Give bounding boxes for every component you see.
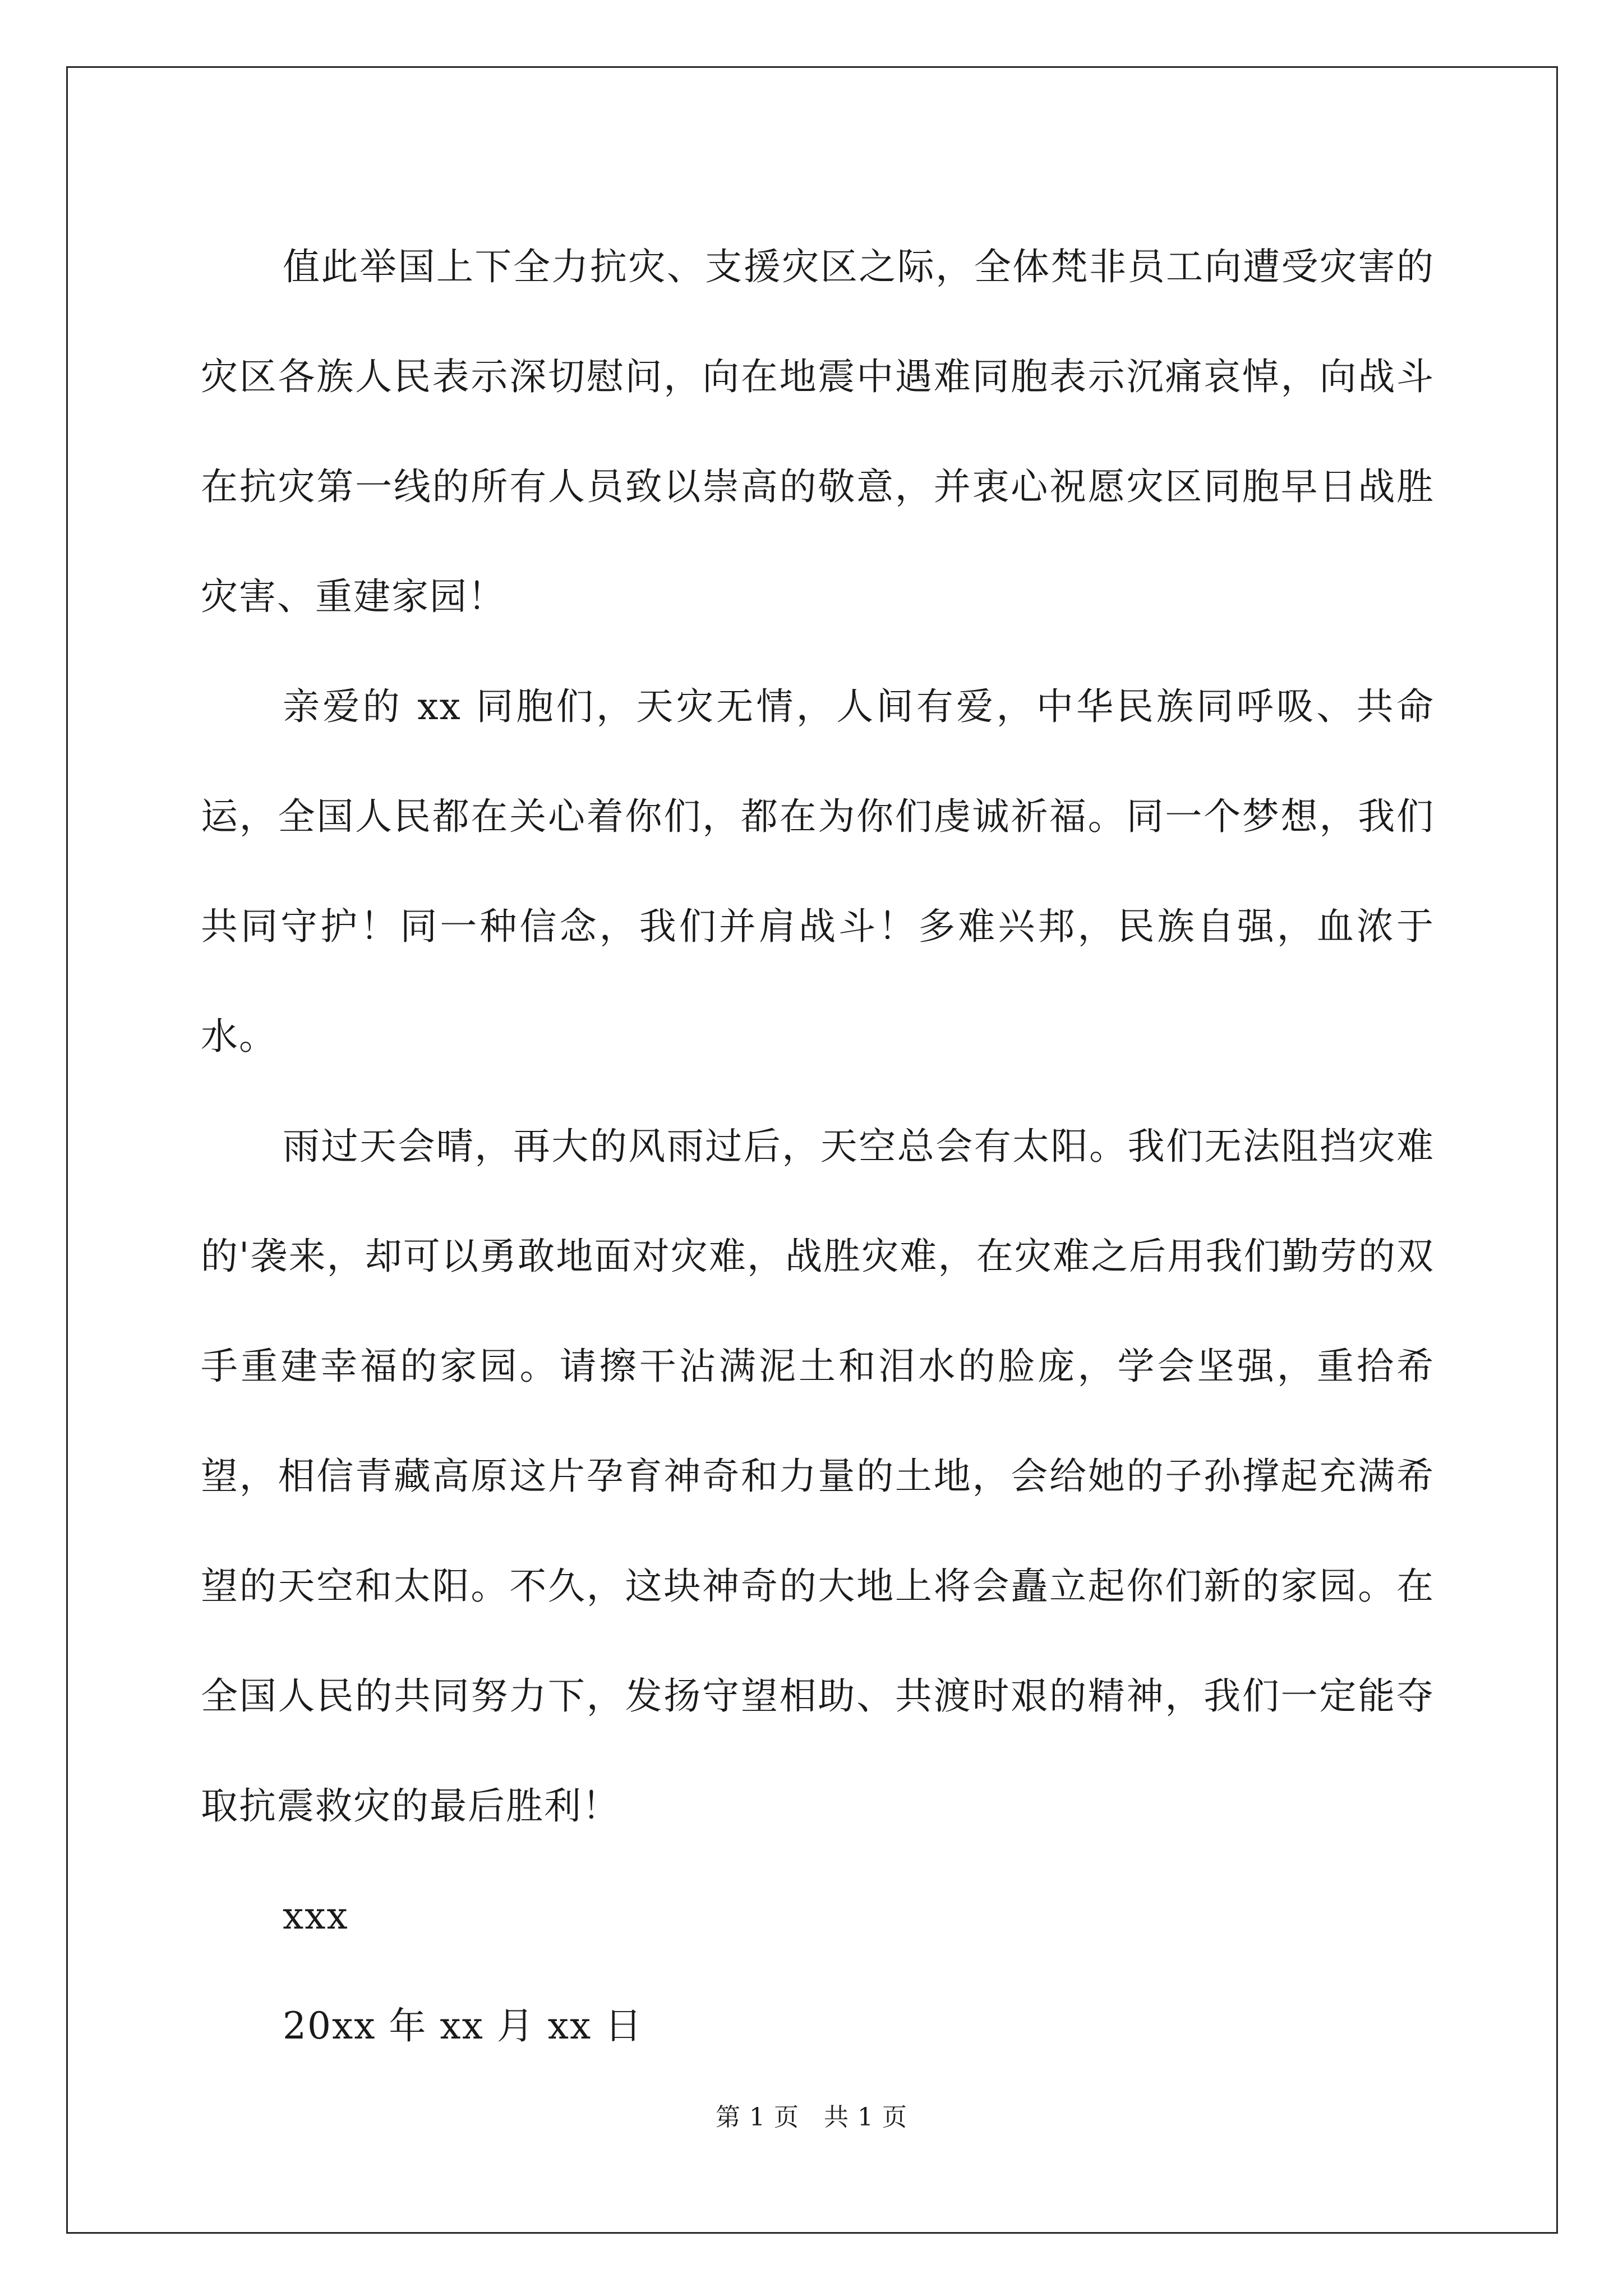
paragraph-condolence: 值此举国上下全力抗灾、支援灾区之际，全体梵非员工向遭受灾害的灾区各族人民表示深切慰问，向在地震中遇难同胞表示沉痛哀悼，向战斗在抗灾第一线的所有人员致以崇高的敬意，并衷心祝愿灾区同胞早日战胜灾害、重建家园！	[201, 245, 1435, 618]
page-footer	[0, 2097, 1623, 2133]
signature: xxx	[283, 1894, 349, 1938]
paragraph-compatriots: 亲爱的 xx 同胞们，天灾无情，人间有爱，中华民族同呼吸、共命运，全国人民都在关心着你们，都在为你们虔诚祈福。同一个梦想，我们共同守护！同一种信念，我们并肩战斗！多难兴邦，民族自强，血浓于水。	[201, 685, 1435, 1058]
paragraph-rebuild: 雨过天会晴，再大的风雨过后，天空总会有太阳。我们无法阻挡灾难的'袭来，却可以勇敢地面对灾难，战胜灾难，在灾难之后用我们勤劳的双手重建幸福的家园。请擦干沾满泥土和泪水的脸庞，学会坚强，重拾希望，相信青藏高原这片孕育神奇和力量的土地，会给她的子孙撑起充满希望的天空和太阳。不久，这块神奇的大地上将会矗立起你们新的家园。在全国人民的共同努力下，发扬守望相助、共渡时艰的精神，我们一定能夺取抗震救灾的最后胜利！	[201, 1125, 1435, 1828]
page-number: 第 1 页	[716, 2103, 799, 2132]
page-total: 共 1 页	[824, 2103, 907, 2132]
date-line: 20xx 年 xx 月 xx 日	[283, 2004, 643, 2047]
document-body	[201, 212, 1435, 2081]
